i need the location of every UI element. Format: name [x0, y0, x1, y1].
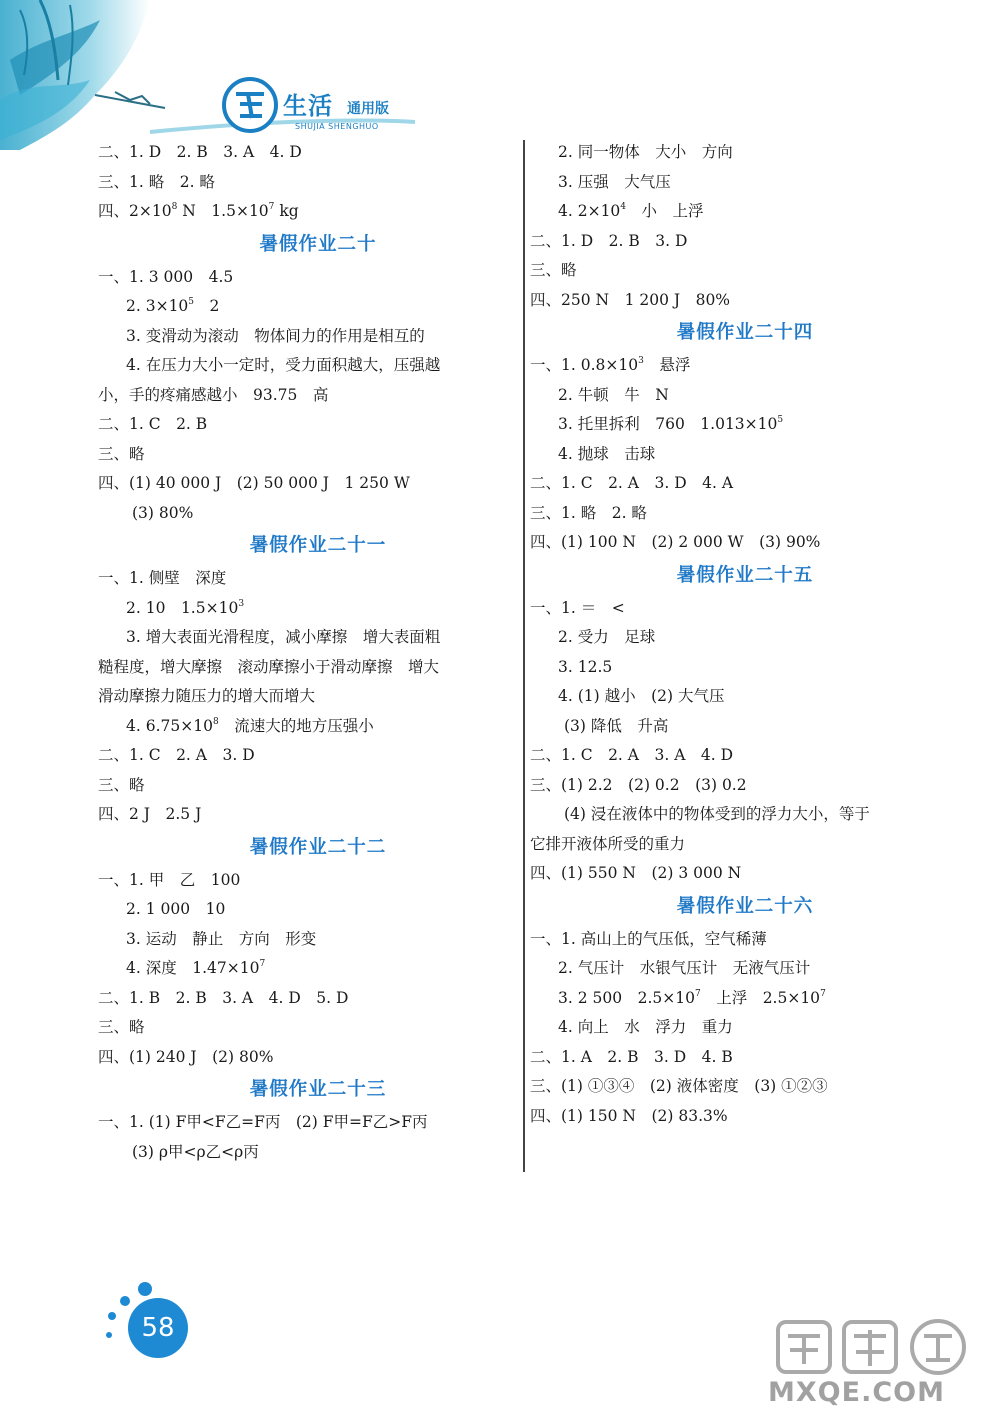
answer-line: 4. 深度 $1.47\times 10^7$ [126, 959, 266, 977]
right-column [530, 138, 950, 1131]
logo-title-visible: 生活 [283, 92, 333, 120]
section-title: 暑假作业二十四 [676, 322, 814, 343]
answer-line: 二、1. A 2. B 3. D 4. B [530, 1047, 733, 1066]
answer-line: 3. 变滑动为滚动 物体间力的作用是相互的 [126, 326, 425, 345]
answer-line: 糙程度，增大摩擦 滚动摩擦小于滑动摩擦 增大 [98, 657, 440, 676]
answer-line: 四、(1) 240 J (2) 80% [98, 1047, 274, 1066]
answer-line: (4) 浸在液体中的物体受到的浮力大小，等于 [564, 805, 870, 823]
answer-line: 二、1. C 2. A 3. D [98, 746, 255, 764]
answer-line: 2. $3\times 10^5$ 2 [126, 297, 220, 315]
header-banner [0, 0, 440, 150]
answer-line: 4. $2\times 10^4$ 小 上浮 [558, 202, 704, 220]
answer-line: 二、1. C 2. A 3. D 4. A [530, 474, 734, 492]
answer-line: 一、1. 高山上的气压低，空气稀薄 [530, 929, 767, 948]
answer-line: 一、1. 甲 乙 100 [98, 870, 241, 889]
answer-line: 3. 运动 静止 方向 形变 [126, 929, 317, 948]
answer-line: 4. (1) 越小 (2) 大气压 [558, 687, 725, 705]
answer-line: 3. 压强 大气压 [558, 172, 671, 191]
section-title: 暑假作业二十三 [249, 1079, 387, 1100]
answer-line: 2. 气压计 水银气压计 无液气压计 [558, 959, 811, 977]
answer-line: 一、1. ＝ < [530, 598, 625, 617]
answer-line: 2. 受力 足球 [558, 628, 656, 646]
answer-line: 一、1. 3 000 4.5 [98, 267, 234, 286]
answer-line: 四、(1) 100 N (2) 2 000 W (3) 90% [530, 533, 821, 551]
logo-pinyin: SHUJIA SHENGHUO [295, 122, 379, 131]
answer-line: 一、1. (1) F甲<F乙=F丙 (2) F甲=F乙>F丙 [98, 1113, 428, 1131]
answer-line: 3. 托里拆利 760 $1.013\times 10^5$ [558, 415, 784, 433]
answer-line: 三、略 [98, 1018, 145, 1036]
answer-line: 4. 在压力大小一定时，受力面积越大，压强越 [126, 356, 441, 374]
section-title: 暑假作业二十 [259, 233, 377, 255]
logo-edition: 通用版 [347, 101, 389, 117]
watermark-logo [768, 1316, 978, 1378]
answer-line: 四、(1) 40 000 J (2) 50 000 J 1 250 W [98, 474, 410, 492]
watermark-url: MXQE.COM [768, 1377, 945, 1408]
answer-line: 二、1. D 2. B 3. A 4. D [98, 143, 302, 161]
answer-line: 四、(1) 150 N (2) 83.3% [530, 1106, 728, 1125]
answer-line: 三、(1) 2.2 (2) 0.2 (3) 0.2 [530, 775, 747, 794]
watermark [768, 1316, 978, 1408]
answer-line: 一、1. $0.8\times 10^3$ 悬浮 [530, 356, 691, 374]
answer-line: 三、(1) ①③④ (2) 液体密度 (3) ①②③ [530, 1077, 828, 1095]
answer-line: 2. 10 $1.5\times 10^3$ [126, 598, 245, 617]
answer-line: (3) 80% [132, 503, 194, 522]
answer-line: 2. 1 000 10 [126, 900, 226, 918]
answer-line: 3. 2 500 $2.5\times 10^7$ 上浮 $2.5\times 10^7$ [558, 988, 826, 1007]
answer-line: 四、$2\times 10^8$ N $1.5\times 10^7$ kg [98, 202, 299, 220]
section-title: 暑假作业二十五 [676, 564, 814, 586]
column-divider [523, 140, 525, 1172]
page-number-badge [102, 1282, 202, 1372]
answer-line: 小，手的疼痛感越小 93.75 高 [98, 385, 329, 404]
answer-line: 四、(1) 550 N (2) 3 000 N [530, 864, 742, 882]
answer-line: 一、1. 侧壁 深度 [98, 569, 227, 587]
answer-line: 三、略 [98, 444, 145, 463]
answer-line: 二、1. B 2. B 3. A 4. D 5. D [98, 988, 349, 1007]
answer-line: 3. 增大表面光滑程度，减小摩擦 增大表面粗 [126, 628, 441, 646]
answer-line: 3. 12.5 [558, 657, 613, 676]
answer-line: (3) ρ甲<ρ乙<ρ丙 [132, 1142, 259, 1161]
answer-line: 二、1. C 2. A 3. A 4. D [530, 746, 734, 764]
section-title: 暑假作业二十一 [249, 535, 387, 556]
answer-line: 滑动摩擦力随压力的增大而增大 [98, 687, 316, 705]
answer-line: 2. 同一物体 大小 方向 [558, 143, 733, 161]
section-title: 暑假作业二十二 [249, 836, 387, 858]
answer-line: 二、1. C 2. B [98, 415, 208, 433]
answer-line: 四、250 N 1 200 J 80% [530, 290, 731, 309]
answer-line: 三、1. 略 2. 略 [98, 172, 215, 191]
page-number: 58 [128, 1298, 188, 1358]
answer-line: 4. $6.75\times 10^8$ 流速大的地方压强小 [126, 716, 374, 735]
answer-line: 二、1. D 2. B 3. D [530, 231, 688, 250]
answer-line: 三、1. 略 2. 略 [530, 503, 647, 522]
answer-line: 4. 向上 水 浮力 重力 [558, 1018, 733, 1036]
section-title: 暑假作业二十六 [676, 895, 814, 917]
answer-line: (3) 降低 升高 [564, 716, 669, 735]
answer-line: 四、2 J 2.5 J [98, 805, 202, 823]
answer-line: 三、略 [530, 261, 577, 279]
left-column [98, 138, 508, 1167]
answer-line: 它排开液体所受的重力 [530, 834, 686, 853]
answer-line: 2. 牛顿 牛 N [558, 385, 669, 404]
answer-line: 三、略 [98, 775, 145, 794]
answer-line: 4. 抛球 击球 [558, 444, 656, 463]
